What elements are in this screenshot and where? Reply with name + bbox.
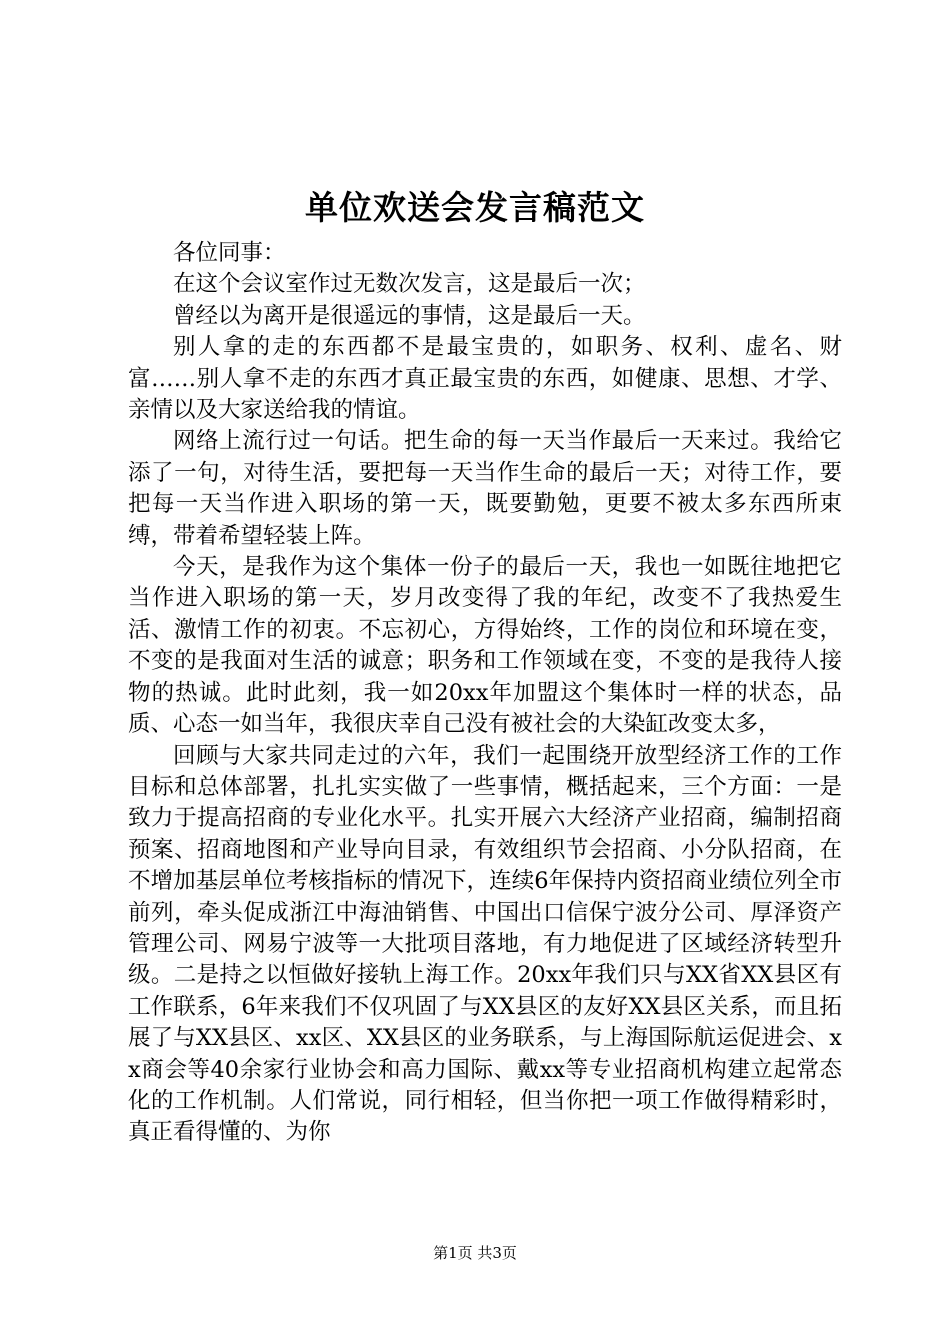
paragraph: 别人拿的走的东西都不是最宝贵的，如职务、权利、虚名、财富……别人拿不走的东西才真正最宝贵的东西，如健康、思想、才学、亲情以及大家送给我的情谊。 xyxy=(128,334,842,424)
document-title: 单位欢送会发言稿范文 xyxy=(305,188,645,227)
paragraph: 今天，是我作为这个集体一份子的最后一天，我也一如既往地把它当作进入职场的第一天，岁月改变得了我的年纪，改变不了我热爱生活、激情工作的初衷。不忘初心，方得始终，工作的岗位和环境在变，不变的是我面对生活的诚意；职务和工作领域在变，不变的是我待人接物的热诚。此时此刻，我一如20xx年加盟这个集体时一样的状态，品质、心态一如当年，我很庆幸自己没有被社会的大染缸改变太多， xyxy=(128,554,842,738)
paragraph: 曾经以为离开是很遥远的事情，这是最后一天。 xyxy=(173,302,646,329)
paragraph: 在这个会议室作过无数次发言，这是最后一次； xyxy=(173,271,646,298)
page-footer: 第1页 共3页 xyxy=(433,1244,517,1262)
paragraph: 回顾与大家共同走过的六年，我们一起围绕开放型经济工作的工作目标和总体部署，扎扎实实做了一些事情，概括起来，三个方面：一是致力于提高招商的专业化水平。扎实开展六大经济产业招商，编制招商预案、招商地图和产业导向目录，有效组织节会招商、小分队招商，在不增加基层单位考核指标的情况下，连续6年保持内资招商业绩位列全市前列，牵头促成浙江中海油销售、中国出口信保宁波分公司、厚泽资产管理公司、网易宁波等一大批项目落地，有力地促进了区域经济转型升级。二是持之以恒做好接轨上海工作。20xx年我们只与XX省XX县区有工作联系，6年来我们不仅巩固了与XX县区的友好XX县区关系，而且拓展了与XX县区、xx区、XX县区的业务联系，与上海国际航运促进会、xx商会等40余家行业协会和高力国际、戴xx等专业招商机构建立起常态化的工作机制。人们常说，同行相轻，但当你把一项工作做得精彩时，真正看得懂的、为你 xyxy=(128,742,842,1146)
paragraph-salutation: 各位同事： xyxy=(173,240,286,266)
document-body xyxy=(128,238,842,1149)
paragraph: 网络上流行过一句话。把生命的每一天当作最后一天来过。我给它添了一句，对待生活，要把每一天当作生命的最后一天；对待工作，要把每一天当作进入职场的第一天，既要勤勉，更要不被太多东西所束缚，带着希望轻装上阵。 xyxy=(128,428,842,549)
